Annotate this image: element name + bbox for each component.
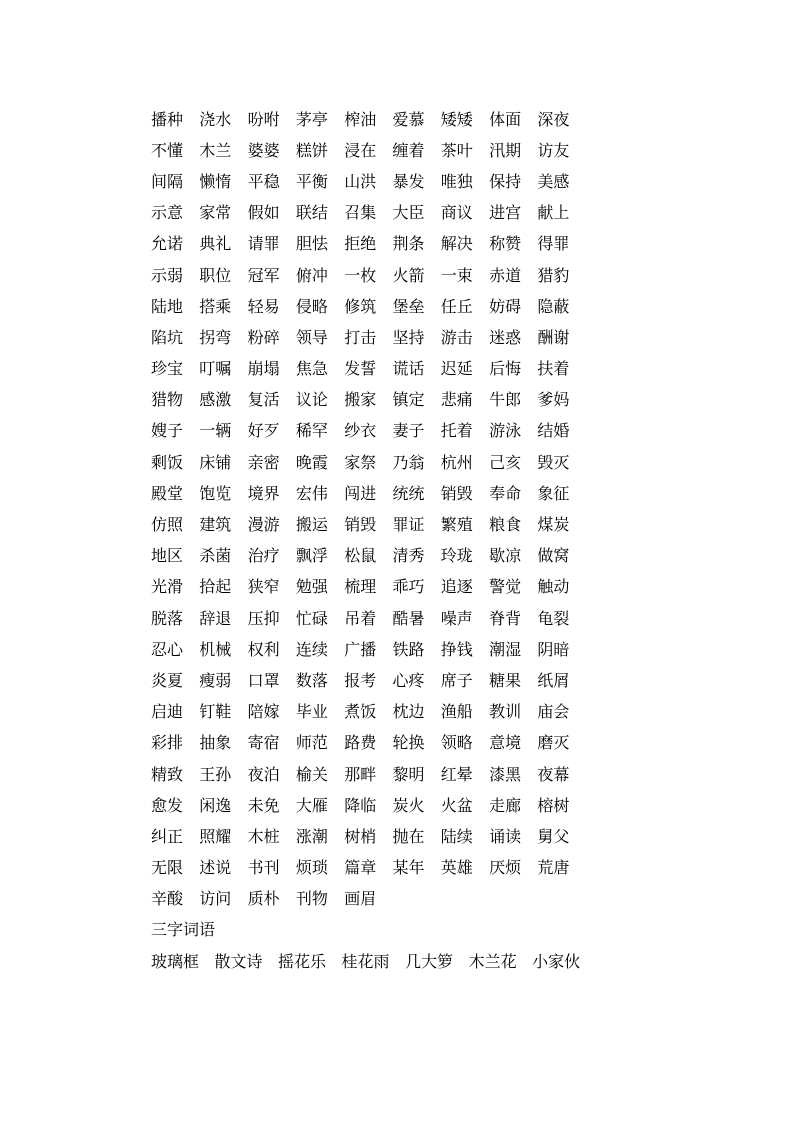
word-item: 商议	[440, 203, 473, 223]
word-item: 胆怯	[295, 234, 328, 254]
word-item: 王孙	[199, 764, 232, 784]
word-item: 狭窄	[247, 577, 280, 597]
word-item: 教训	[489, 702, 522, 722]
word-item: 红晕	[440, 764, 473, 784]
word-item: 议论	[295, 390, 328, 410]
word-item: 懒惰	[199, 171, 232, 191]
word-item: 毁灭	[537, 452, 570, 472]
word-item: 堡垒	[392, 296, 425, 316]
word-item: 画眉	[344, 889, 377, 909]
word-item: 崩塌	[247, 359, 280, 379]
word-item: 迟延	[440, 359, 473, 379]
word-item: 轮换	[392, 733, 425, 753]
word-item: 搬运	[295, 515, 328, 535]
word-item: 木桩	[247, 826, 280, 846]
word-item: 玲珑	[440, 546, 473, 566]
word-item: 亲密	[247, 452, 280, 472]
word-item: 销毁	[344, 515, 377, 535]
word-item: 俯冲	[295, 265, 328, 285]
word-item: 脊背	[489, 608, 522, 628]
word-item: 噪声	[440, 608, 473, 628]
word-item: 一辆	[199, 421, 232, 441]
word-item: 精致	[151, 764, 184, 784]
word-item: 闲逸	[199, 795, 232, 815]
word-row	[151, 322, 611, 353]
word-item: 家祭	[344, 452, 377, 472]
word-item: 拾起	[199, 577, 232, 597]
word-item: 某年	[392, 858, 425, 878]
word-item: 师范	[295, 733, 328, 753]
word-item: 刊物	[295, 889, 328, 909]
word-item: 篇章	[344, 858, 377, 878]
word-item: 榕树	[537, 795, 570, 815]
word-item: 结婚	[537, 421, 570, 441]
word-item: 轻易	[247, 296, 280, 316]
word-item: 唯独	[440, 171, 473, 191]
word-item: 权利	[247, 639, 280, 659]
word-item: 警觉	[489, 577, 522, 597]
word-item: 深夜	[537, 109, 570, 129]
word-item: 糕饼	[295, 140, 328, 160]
word-item: 黎明	[392, 764, 425, 784]
word-item: 一枚	[344, 265, 377, 285]
word-item: 迷惑	[489, 327, 522, 347]
word-item: 木兰	[199, 140, 232, 160]
word-item: 挣钱	[440, 639, 473, 659]
word-row	[151, 759, 611, 790]
word-item: 仿照	[151, 515, 184, 535]
word-item: 口罩	[247, 670, 280, 690]
word-item: 召集	[344, 203, 377, 223]
word-item: 猎豹	[537, 265, 570, 285]
word-row	[151, 572, 611, 603]
three-char-word-item: 几大箩	[405, 951, 454, 971]
word-item: 陆地	[151, 296, 184, 316]
word-item: 辞退	[199, 608, 232, 628]
word-item: 书刊	[247, 858, 280, 878]
word-item: 示弱	[151, 265, 184, 285]
word-item: 述说	[199, 858, 232, 878]
word-item: 坚持	[392, 327, 425, 347]
word-item: 做窝	[537, 546, 570, 566]
word-item: 牛郎	[489, 390, 522, 410]
word-item: 铁路	[392, 639, 425, 659]
word-item: 象征	[537, 483, 570, 503]
section-title-three-char-words: 三字词语	[151, 920, 216, 940]
word-item: 赤道	[489, 265, 522, 285]
three-char-word-item: 玻璃框	[151, 951, 200, 971]
word-item: 晚霞	[295, 452, 328, 472]
word-item: 销毁	[440, 483, 473, 503]
word-item: 心疼	[392, 670, 425, 690]
word-item: 不懂	[151, 140, 184, 160]
word-item: 浇水	[199, 109, 232, 129]
word-item: 珍宝	[151, 359, 184, 379]
word-item: 悲痛	[440, 390, 473, 410]
word-row	[151, 478, 611, 509]
word-item: 拐弯	[199, 327, 232, 347]
word-item: 体面	[489, 109, 522, 129]
word-item: 火盆	[440, 795, 473, 815]
word-item: 忍心	[151, 639, 184, 659]
word-item: 路费	[344, 733, 377, 753]
word-item: 陷坑	[151, 327, 184, 347]
word-item: 隐蔽	[537, 296, 570, 316]
word-item: 假如	[247, 203, 280, 223]
word-item: 一束	[440, 265, 473, 285]
word-item: 榆关	[295, 764, 328, 784]
word-item: 机械	[199, 639, 232, 659]
word-item: 陪嫁	[247, 702, 280, 722]
word-item: 妻子	[392, 421, 425, 441]
word-item: 陆续	[440, 826, 473, 846]
word-row	[151, 728, 611, 759]
word-item: 报考	[344, 670, 377, 690]
word-item: 示意	[151, 203, 184, 223]
word-item: 英雄	[440, 858, 473, 878]
word-item: 拒绝	[344, 234, 377, 254]
word-item: 吊着	[344, 608, 377, 628]
word-item: 糖果	[489, 670, 522, 690]
word-item: 连续	[295, 639, 328, 659]
word-item: 照耀	[199, 826, 232, 846]
word-item: 酷暑	[392, 608, 425, 628]
word-item: 搭乘	[199, 296, 232, 316]
word-item: 抛在	[392, 826, 425, 846]
word-row	[151, 385, 611, 416]
word-item: 献上	[537, 203, 570, 223]
word-item: 搬家	[344, 390, 377, 410]
word-item: 杭州	[440, 452, 473, 472]
word-item: 追逐	[440, 577, 473, 597]
word-item: 大雁	[295, 795, 328, 815]
three-char-word-item: 木兰花	[468, 951, 517, 971]
word-item: 美感	[537, 171, 570, 191]
word-item: 托着	[440, 421, 473, 441]
three-char-word-item: 小家伙	[532, 951, 581, 971]
word-row	[151, 291, 611, 322]
word-item: 梳理	[344, 577, 377, 597]
three-char-word-item: 摇花乐	[278, 951, 327, 971]
word-item: 歇凉	[489, 546, 522, 566]
word-item: 复活	[247, 390, 280, 410]
word-item: 烦琐	[295, 858, 328, 878]
word-item: 辛酸	[151, 889, 184, 909]
word-item: 矮矮	[440, 109, 473, 129]
three-char-word-row	[151, 946, 611, 977]
word-item: 缠着	[392, 140, 425, 160]
word-item: 平衡	[295, 171, 328, 191]
word-row	[151, 260, 611, 291]
word-item: 允诺	[151, 234, 184, 254]
word-item: 吩咐	[247, 109, 280, 129]
word-item: 联结	[295, 203, 328, 223]
word-item: 钉鞋	[199, 702, 232, 722]
word-item: 渔船	[440, 702, 473, 722]
word-item: 爱慕	[392, 109, 425, 129]
word-item: 磨灭	[537, 733, 570, 753]
word-row	[151, 229, 611, 260]
word-item: 降临	[344, 795, 377, 815]
three-char-word-item: 散文诗	[214, 951, 263, 971]
word-row	[151, 198, 611, 229]
word-item: 境界	[247, 483, 280, 503]
three-char-word-item: 桂花雨	[341, 951, 390, 971]
word-item: 建筑	[199, 515, 232, 535]
word-item: 冠军	[247, 265, 280, 285]
word-item: 那畔	[344, 764, 377, 784]
word-item: 地区	[151, 546, 184, 566]
word-item: 播种	[151, 109, 184, 129]
word-item: 镇定	[392, 390, 425, 410]
word-item: 游泳	[489, 421, 522, 441]
word-item: 诵读	[489, 826, 522, 846]
word-item: 炭火	[392, 795, 425, 815]
word-item: 嫂子	[151, 421, 184, 441]
word-item: 称赞	[489, 234, 522, 254]
word-row	[151, 821, 611, 852]
word-item: 走廊	[489, 795, 522, 815]
word-item: 启迪	[151, 702, 184, 722]
word-row	[151, 665, 611, 696]
word-item: 乃翁	[392, 452, 425, 472]
word-item: 猎物	[151, 390, 184, 410]
word-item: 谎话	[392, 359, 425, 379]
word-item: 舅父	[537, 826, 570, 846]
word-item: 夜幕	[537, 764, 570, 784]
word-row	[151, 447, 611, 478]
word-item: 树梢	[344, 826, 377, 846]
word-item: 抽象	[199, 733, 232, 753]
word-item: 爹妈	[537, 390, 570, 410]
word-item: 领导	[295, 327, 328, 347]
word-item: 好歹	[247, 421, 280, 441]
word-item: 婆婆	[247, 140, 280, 160]
word-item: 山洪	[344, 171, 377, 191]
word-row	[151, 884, 611, 915]
word-item: 火箭	[392, 265, 425, 285]
word-item: 稀罕	[295, 421, 328, 441]
word-item: 发誓	[344, 359, 377, 379]
word-item: 荒唐	[537, 858, 570, 878]
word-item: 职位	[199, 265, 232, 285]
word-row	[151, 166, 611, 197]
word-item: 飘浮	[295, 546, 328, 566]
word-item: 保持	[489, 171, 522, 191]
word-item: 解决	[440, 234, 473, 254]
word-item: 煮饭	[344, 702, 377, 722]
word-item: 打击	[344, 327, 377, 347]
word-item: 阴暗	[537, 639, 570, 659]
word-item: 剩饭	[151, 452, 184, 472]
word-item: 妨碍	[489, 296, 522, 316]
word-item: 粉碎	[247, 327, 280, 347]
word-item: 荆条	[392, 234, 425, 254]
word-item: 后悔	[489, 359, 522, 379]
word-item: 涨潮	[295, 826, 328, 846]
word-item: 广播	[344, 639, 377, 659]
word-item: 压抑	[247, 608, 280, 628]
word-item: 闯进	[344, 483, 377, 503]
word-item: 毕业	[295, 702, 328, 722]
word-item: 席子	[440, 670, 473, 690]
word-item: 请罪	[247, 234, 280, 254]
word-row	[151, 603, 611, 634]
word-item: 漆黑	[489, 764, 522, 784]
word-item: 访问	[199, 889, 232, 909]
word-item: 家常	[199, 203, 232, 223]
word-item: 浸在	[344, 140, 377, 160]
word-item: 侵略	[295, 296, 328, 316]
word-item: 彩排	[151, 733, 184, 753]
word-item: 潮湿	[489, 639, 522, 659]
word-item: 饱览	[199, 483, 232, 503]
word-item: 奉命	[489, 483, 522, 503]
word-item: 意境	[489, 733, 522, 753]
word-item: 杀菌	[199, 546, 232, 566]
word-item: 触动	[537, 577, 570, 597]
word-row	[151, 104, 611, 135]
word-item: 宏伟	[295, 483, 328, 503]
word-row	[151, 354, 611, 385]
word-item: 床铺	[199, 452, 232, 472]
word-item: 修筑	[344, 296, 377, 316]
word-item: 访友	[537, 140, 570, 160]
word-item: 光滑	[151, 577, 184, 597]
word-item: 扶着	[537, 359, 570, 379]
word-item: 未免	[247, 795, 280, 815]
word-item: 煤炭	[537, 515, 570, 535]
word-item: 平稳	[247, 171, 280, 191]
word-row	[151, 541, 611, 572]
word-item: 殿堂	[151, 483, 184, 503]
word-item: 愈发	[151, 795, 184, 815]
word-item: 感激	[199, 390, 232, 410]
word-item: 松鼠	[344, 546, 377, 566]
word-item: 得罪	[537, 234, 570, 254]
word-item: 勉强	[295, 577, 328, 597]
word-item: 纠正	[151, 826, 184, 846]
word-item: 炎夏	[151, 670, 184, 690]
word-item: 茅亭	[295, 109, 328, 129]
word-item: 焦急	[295, 359, 328, 379]
word-item: 枕边	[392, 702, 425, 722]
word-item: 质朴	[247, 889, 280, 909]
word-item: 厌烦	[489, 858, 522, 878]
word-item: 纱衣	[344, 421, 377, 441]
word-item: 任丘	[440, 296, 473, 316]
word-item: 典礼	[199, 234, 232, 254]
word-item: 茶叶	[440, 140, 473, 160]
word-item: 乖巧	[392, 577, 425, 597]
word-item: 汛期	[489, 140, 522, 160]
word-item: 脱落	[151, 608, 184, 628]
word-row	[151, 135, 611, 166]
word-item: 统统	[392, 483, 425, 503]
word-item: 漫游	[247, 515, 280, 535]
word-item: 数落	[295, 670, 328, 690]
word-row	[151, 790, 611, 821]
word-item: 进宫	[489, 203, 522, 223]
word-item: 游击	[440, 327, 473, 347]
word-item: 间隔	[151, 171, 184, 191]
word-item: 无限	[151, 858, 184, 878]
word-row	[151, 697, 611, 728]
word-item: 清秀	[392, 546, 425, 566]
word-item: 寄宿	[247, 733, 280, 753]
word-list	[151, 104, 611, 977]
word-item: 酬谢	[537, 327, 570, 347]
word-item: 忙碌	[295, 608, 328, 628]
word-item: 己亥	[489, 452, 522, 472]
word-item: 榨油	[344, 109, 377, 129]
word-row	[151, 509, 611, 540]
word-item: 庙会	[537, 702, 570, 722]
word-row	[151, 416, 611, 447]
word-row	[151, 853, 611, 884]
word-item: 纸屑	[537, 670, 570, 690]
word-item: 治疗	[247, 546, 280, 566]
word-item: 粮食	[489, 515, 522, 535]
word-row	[151, 634, 611, 665]
word-item: 领略	[440, 733, 473, 753]
word-item: 暴发	[392, 171, 425, 191]
word-item: 夜泊	[247, 764, 280, 784]
word-item: 瘦弱	[199, 670, 232, 690]
word-item: 大臣	[392, 203, 425, 223]
word-item: 繁殖	[440, 515, 473, 535]
word-item: 罪证	[392, 515, 425, 535]
word-item: 叮嘱	[199, 359, 232, 379]
word-item: 龟裂	[537, 608, 570, 628]
